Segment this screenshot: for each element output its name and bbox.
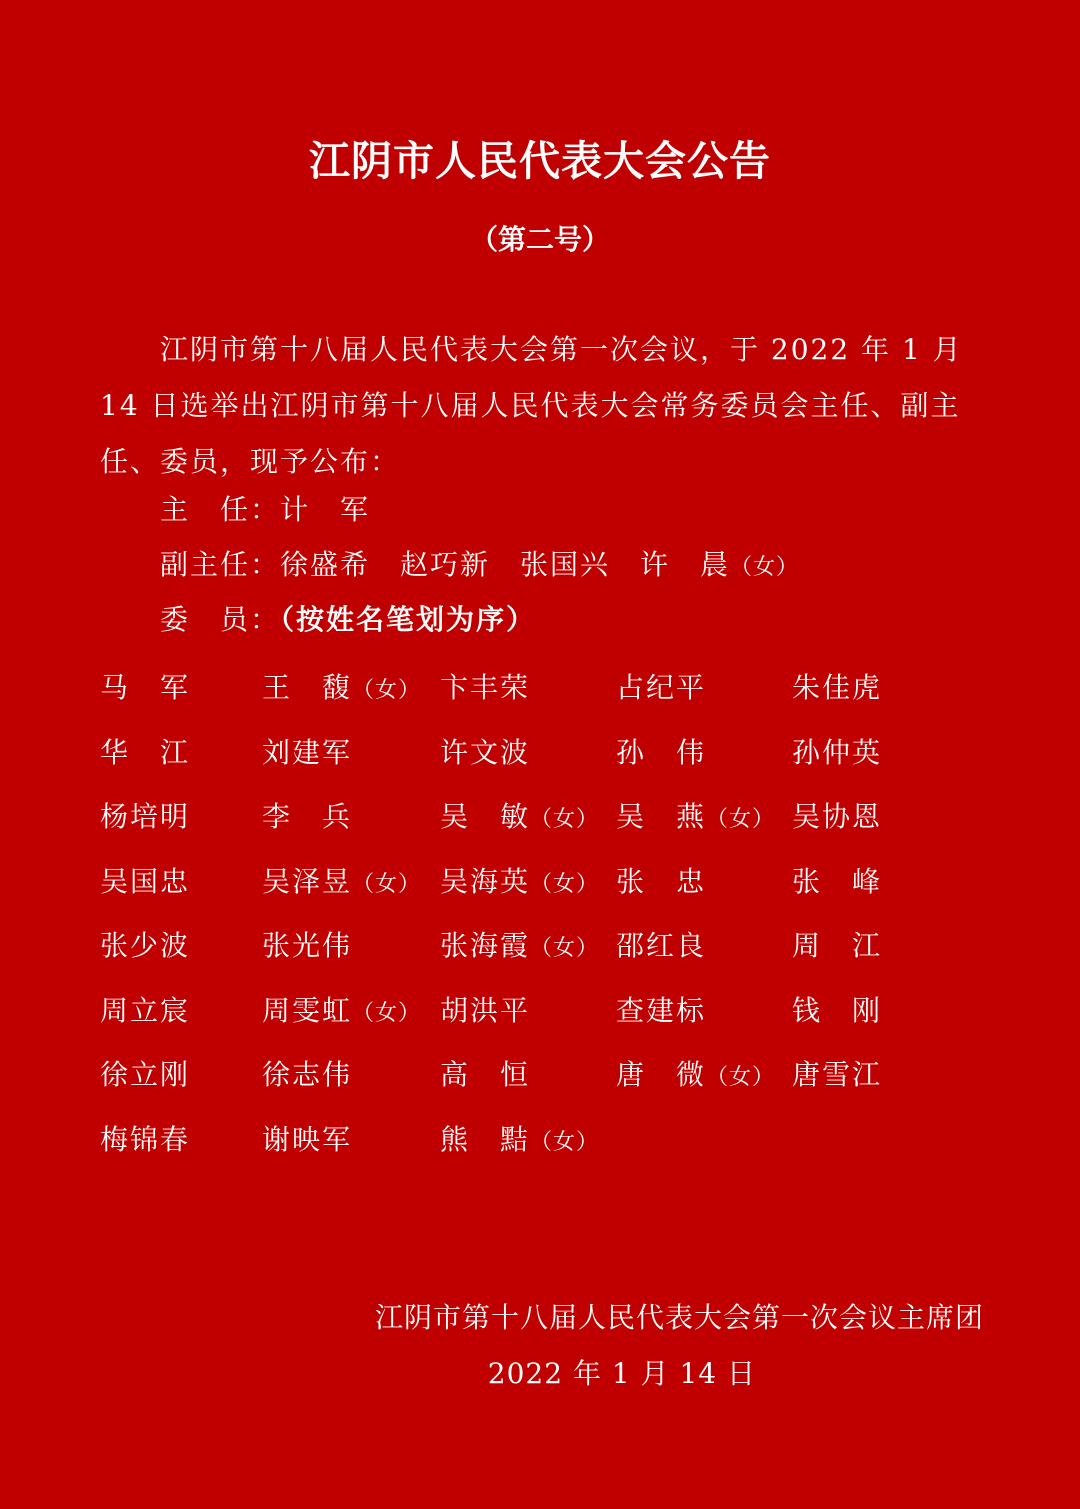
member-name-text: 占纪平 <box>616 671 707 704</box>
member-name <box>792 666 882 706</box>
member-name-text: 李 兵 <box>262 800 353 833</box>
female-mark: （女） <box>706 807 776 832</box>
member-name-text: 吴海英 <box>440 864 531 898</box>
member-name-text: 许文波 <box>440 735 531 769</box>
member-name <box>440 666 530 706</box>
member-name <box>616 795 775 835</box>
member-name-text: 吴泽昱 <box>262 864 353 898</box>
female-mark: （女） <box>352 678 422 703</box>
member-name-text: 高 恒 <box>440 1058 531 1091</box>
deputy-female-mark: （女） <box>730 555 800 580</box>
member-name <box>616 666 706 706</box>
member-name <box>100 1118 190 1158</box>
member-name <box>262 1118 352 1158</box>
member-name <box>262 1053 352 1093</box>
member-name-text: 张少波 <box>100 929 191 962</box>
members-order-note: （按姓名笔划为序） <box>280 603 537 636</box>
member-name-text: 张 峰 <box>792 864 883 898</box>
member-name <box>792 795 882 835</box>
member-name-text: 吴 敏 <box>440 800 531 833</box>
intro-paragraph <box>100 322 990 490</box>
intro-text: 江阴市第十八届人民代表大会第一次会议，于 2022 年 1 月 14 日选举出江阴市第十八届人民代表大会常务委员会主任、副主任、委员，现予公布： <box>100 333 963 478</box>
member-name <box>792 731 882 771</box>
member-name-text: 张海霞 <box>440 929 531 962</box>
female-mark: （女） <box>352 871 422 897</box>
member-name-text: 杨培明 <box>100 800 191 833</box>
member-name-text: 孙 伟 <box>616 735 707 769</box>
member-name-text: 马 军 <box>100 671 191 704</box>
member-name <box>100 860 190 900</box>
member-name-text: 朱佳虎 <box>792 671 883 704</box>
member-name-text: 唐雪江 <box>792 1058 883 1091</box>
female-mark: （女） <box>352 1000 422 1026</box>
member-name <box>100 666 190 706</box>
deputy-line <box>160 543 799 583</box>
member-name-text: 周雯虹 <box>262 993 353 1027</box>
female-mark: （女） <box>530 936 600 961</box>
member-name <box>440 1053 530 1093</box>
member-name <box>792 989 882 1029</box>
director-label: 主 任： <box>160 493 281 526</box>
announcement-number: （第二号） <box>469 223 610 256</box>
female-mark: （女） <box>530 807 600 832</box>
member-name <box>262 924 352 964</box>
female-mark: （女） <box>706 1065 776 1090</box>
member-name <box>262 989 421 1029</box>
member-name <box>616 860 706 900</box>
member-name-text: 周立宸 <box>100 993 191 1027</box>
page-title: 江阴市人民代表大会公告 <box>309 137 771 185</box>
member-name <box>792 1053 882 1093</box>
members-line <box>160 598 536 638</box>
deputy-names: 徐盛希 赵巧新 张国兴 许 晨 <box>280 548 731 581</box>
signature: 江阴市第十八届人民代表大会第一次会议主席团 <box>374 1301 984 1334</box>
member-name <box>440 731 530 771</box>
signature-date: 2022 年 1 月 14 日 <box>487 1357 756 1390</box>
member-name-text: 邵红良 <box>616 929 707 962</box>
member-name-text: 张光伟 <box>262 929 353 962</box>
member-name-text: 胡洪平 <box>440 993 531 1027</box>
director-names: 计 军 <box>280 493 371 526</box>
member-name <box>100 989 190 1029</box>
member-name <box>440 924 599 964</box>
member-name <box>262 666 421 706</box>
member-name <box>792 860 882 900</box>
member-name <box>440 860 599 900</box>
member-name-text: 孙仲英 <box>792 735 883 769</box>
member-name <box>616 1053 775 1093</box>
member-name-text: 吴 燕 <box>616 800 707 833</box>
member-name <box>616 989 706 1029</box>
member-name-text: 吴协恩 <box>792 800 883 833</box>
member-name <box>262 860 421 900</box>
member-name-text: 谢映军 <box>262 1122 353 1156</box>
member-name <box>440 795 599 835</box>
member-name-text: 王 馥 <box>262 671 353 704</box>
member-name-text: 华 江 <box>100 735 191 769</box>
member-name-text: 徐志伟 <box>262 1058 353 1091</box>
member-name <box>100 924 190 964</box>
member-name <box>262 731 352 771</box>
member-name-text: 徐立刚 <box>100 1058 191 1091</box>
member-name <box>792 924 882 964</box>
member-name-text: 卞丰荣 <box>440 671 531 704</box>
member-name-text: 唐 微 <box>616 1058 707 1091</box>
member-name-text: 熊 黠 <box>440 1122 531 1156</box>
member-name <box>100 731 190 771</box>
member-name-text: 张 忠 <box>616 864 707 898</box>
member-name-text: 刘建军 <box>262 735 353 769</box>
female-mark: （女） <box>530 871 600 897</box>
member-name-text: 吴国忠 <box>100 864 191 898</box>
member-name <box>262 795 352 835</box>
member-name-text: 查建标 <box>616 993 707 1027</box>
deputy-label: 副主任： <box>160 548 281 581</box>
female-mark: （女） <box>530 1129 600 1155</box>
member-name <box>440 1118 599 1158</box>
members-label: 委 员： <box>160 603 281 636</box>
member-name <box>100 1053 190 1093</box>
member-name <box>440 989 530 1029</box>
member-name-text: 梅锦春 <box>100 1122 191 1156</box>
member-name-text: 钱 刚 <box>792 993 883 1027</box>
member-name <box>100 795 190 835</box>
director-line <box>160 488 370 528</box>
member-name <box>616 731 706 771</box>
member-name-text: 周 江 <box>792 929 883 962</box>
member-name <box>616 924 706 964</box>
